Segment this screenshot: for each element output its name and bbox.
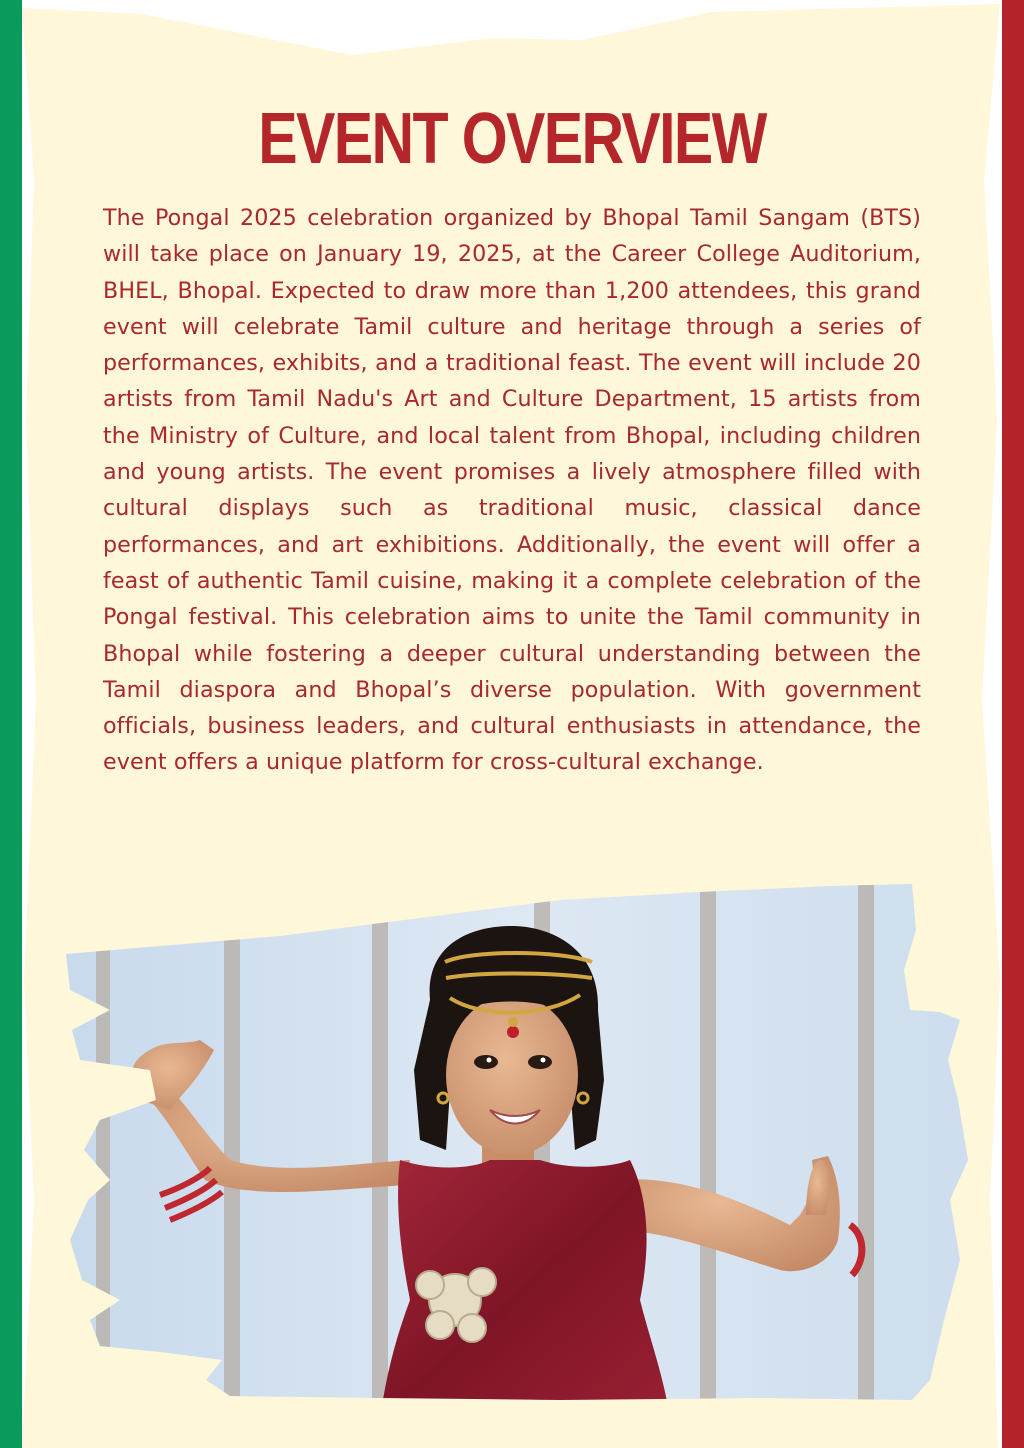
page-title: EVENT OVERVIEW	[258, 99, 766, 179]
event-description: The Pongal 2025 celebration organized by Bhopal Tamil Sangam (BTS) will take place on January 19, 2025, at the Career College Auditorium, BHEL, Bhopal. Expected to draw more than 1,200 attendees, this grand event will celebrate Tamil culture and heritage through a series of performances, exhibits, and a traditional feast. The event will include 20 artists from Tamil Nadu's Art and Culture Department, 15 artists from the Ministry of Culture, and local talent from Bhopal, including children and young artists. The event promises a lively atmosphere filled with cultural displays such as traditional music, classical dance performances, and art exhibitions. Additionally, the event will offer a feast of authentic Tamil cuisine, making it a complete celebration of the Pongal festival. This celebration aims to unite the Tamil community in Bhopal while fostering a deeper cultural understanding between the Tamil diaspora and Bhopal’s diverse population. With government officials, business leaders, and cultural enthusiasts in attendance, the event offers a unique platform for cross-cultural exchange.	[103, 205, 921, 776]
